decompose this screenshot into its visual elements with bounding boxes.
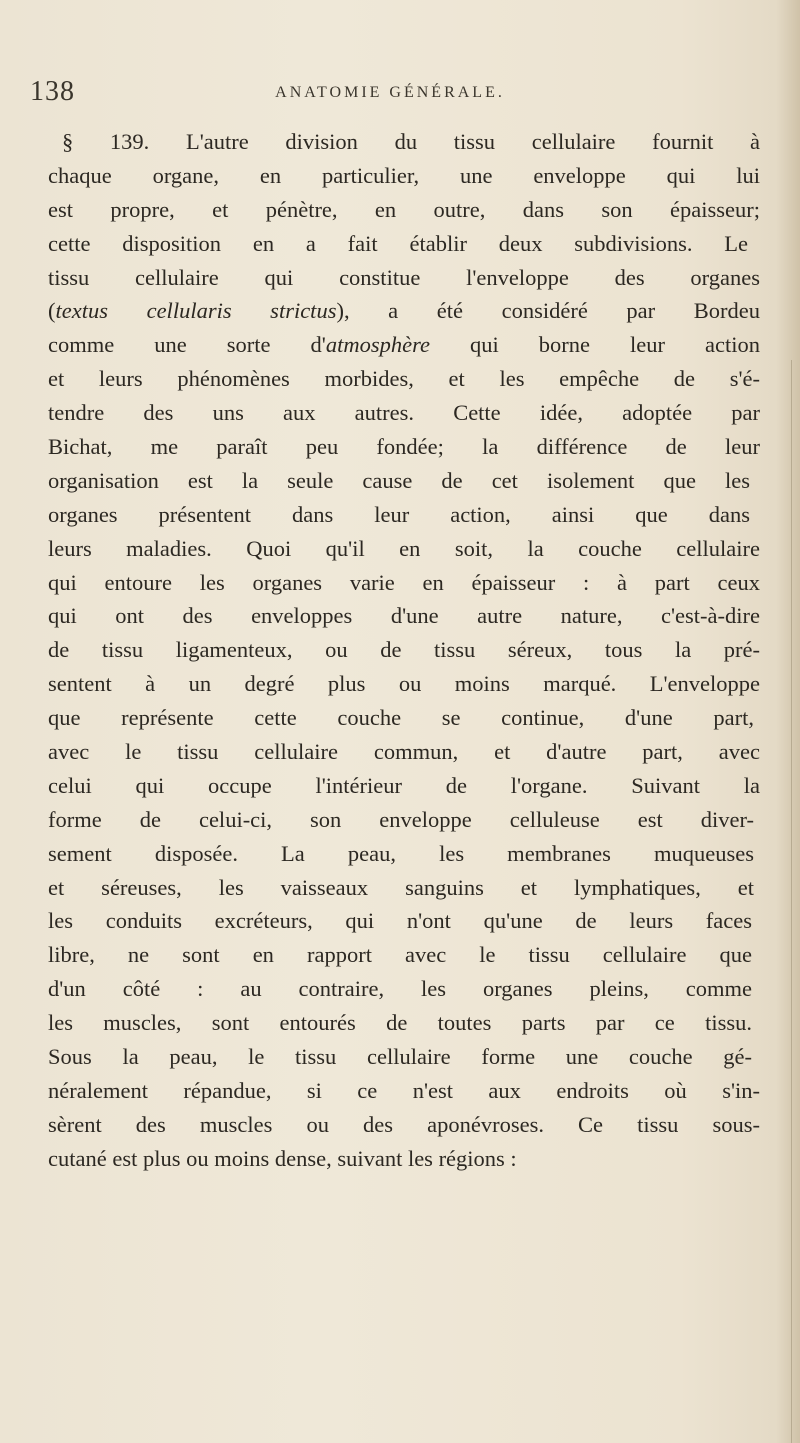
- text-line: sement disposée. La peau, les membranes muqueuses: [48, 840, 754, 866]
- text-line: est propre, et pénètre, en outre, dans son épaisseur;: [48, 196, 760, 222]
- italic-term: atmosphère: [325, 332, 430, 358]
- line-remainder: ), a été considéré par Bordeu: [336, 298, 760, 324]
- page-number: 138: [30, 76, 75, 107]
- text-line: Bichat, me paraît peu fondée; la différence de leur: [48, 434, 760, 460]
- text-line: sèrent des muscles ou des aponévroses. Ce tissu sous-: [48, 1111, 760, 1137]
- text-line: Sous la peau, le tissu cellulaire forme une couche gé-: [48, 1044, 752, 1070]
- text-line: et leurs phénomènes morbides, et les empêche de s'é-: [48, 366, 760, 392]
- text-line: celui qui occupe l'intérieur de l'organe. Suivant la: [48, 772, 760, 798]
- text-line: tendre des uns aux autres. Cette idée, adoptée par: [48, 400, 760, 426]
- latin-term: textus cellularis strictus: [55, 298, 337, 324]
- text-line: § 139. L'autre division du tissu cellulaire fournit à: [62, 129, 760, 154]
- page-header: [30, 76, 750, 112]
- text-line: cette disposition en a fait établir deux subdivisions. Le: [48, 230, 748, 256]
- text-line: et séreuses, les vaisseaux sanguins et lymphatiques, et: [48, 874, 754, 900]
- text-line: libre, ne sont en rapport avec le tissu cellulaire que: [48, 942, 752, 968]
- text-line: néralement répandue, si ce n'est aux endroits où s'in-: [48, 1077, 760, 1103]
- paren-open: (: [48, 298, 56, 324]
- text-line-latin-term: [48, 294, 760, 328]
- text-line: chaque organe, en particulier, une enveloppe qui lui: [48, 162, 760, 188]
- text-line: leurs maladies. Quoi qu'il en soit, la couche cellulaire: [48, 535, 760, 561]
- text-line: les conduits excréteurs, qui n'ont qu'une de leurs faces: [48, 908, 752, 934]
- text-line: que représente cette couche se continue, d'une part,: [48, 705, 754, 731]
- paragraph-139: [48, 125, 760, 1176]
- text-line: avec le tissu cellulaire commun, et d'autre part, avec: [48, 739, 760, 765]
- text-line: forme de celui-ci, son enveloppe celluleuse est diver-: [48, 806, 754, 832]
- text-line: de tissu ligamenteux, ou de tissu séreux, tous la pré-: [48, 637, 760, 663]
- running-title: ANATOMIE GÉNÉRALE.: [275, 84, 505, 101]
- text-line: tissu cellulaire qui constitue l'enveloppe des organes: [48, 264, 760, 290]
- text-line: les muscles, sont entourés de toutes parts par ce tissu.: [48, 1010, 752, 1036]
- page-edge-shadow: [791, 360, 792, 1443]
- text-line: qui entoure les organes varie en épaisseur : à part ceux: [48, 569, 760, 595]
- text-line: organisation est la seule cause de cet isolement que les: [48, 467, 750, 493]
- text-line: organes présentent dans leur action, ainsi que dans: [48, 501, 750, 527]
- text-line: d'un côté : au contraire, les organes pleins, comme: [48, 976, 752, 1002]
- text-line: qui ont des enveloppes d'une autre nature, c'est-à-dire: [48, 603, 760, 629]
- text-line: cutané est plus ou moins dense, suivant les régions :: [48, 1145, 517, 1171]
- line-end: qui borne leur action: [429, 332, 760, 358]
- line-start: comme une sorte d': [48, 332, 326, 358]
- text-line-atmosphere: [48, 328, 760, 362]
- text-line: sentent à un degré plus ou moins marqué. L'enveloppe: [48, 671, 760, 697]
